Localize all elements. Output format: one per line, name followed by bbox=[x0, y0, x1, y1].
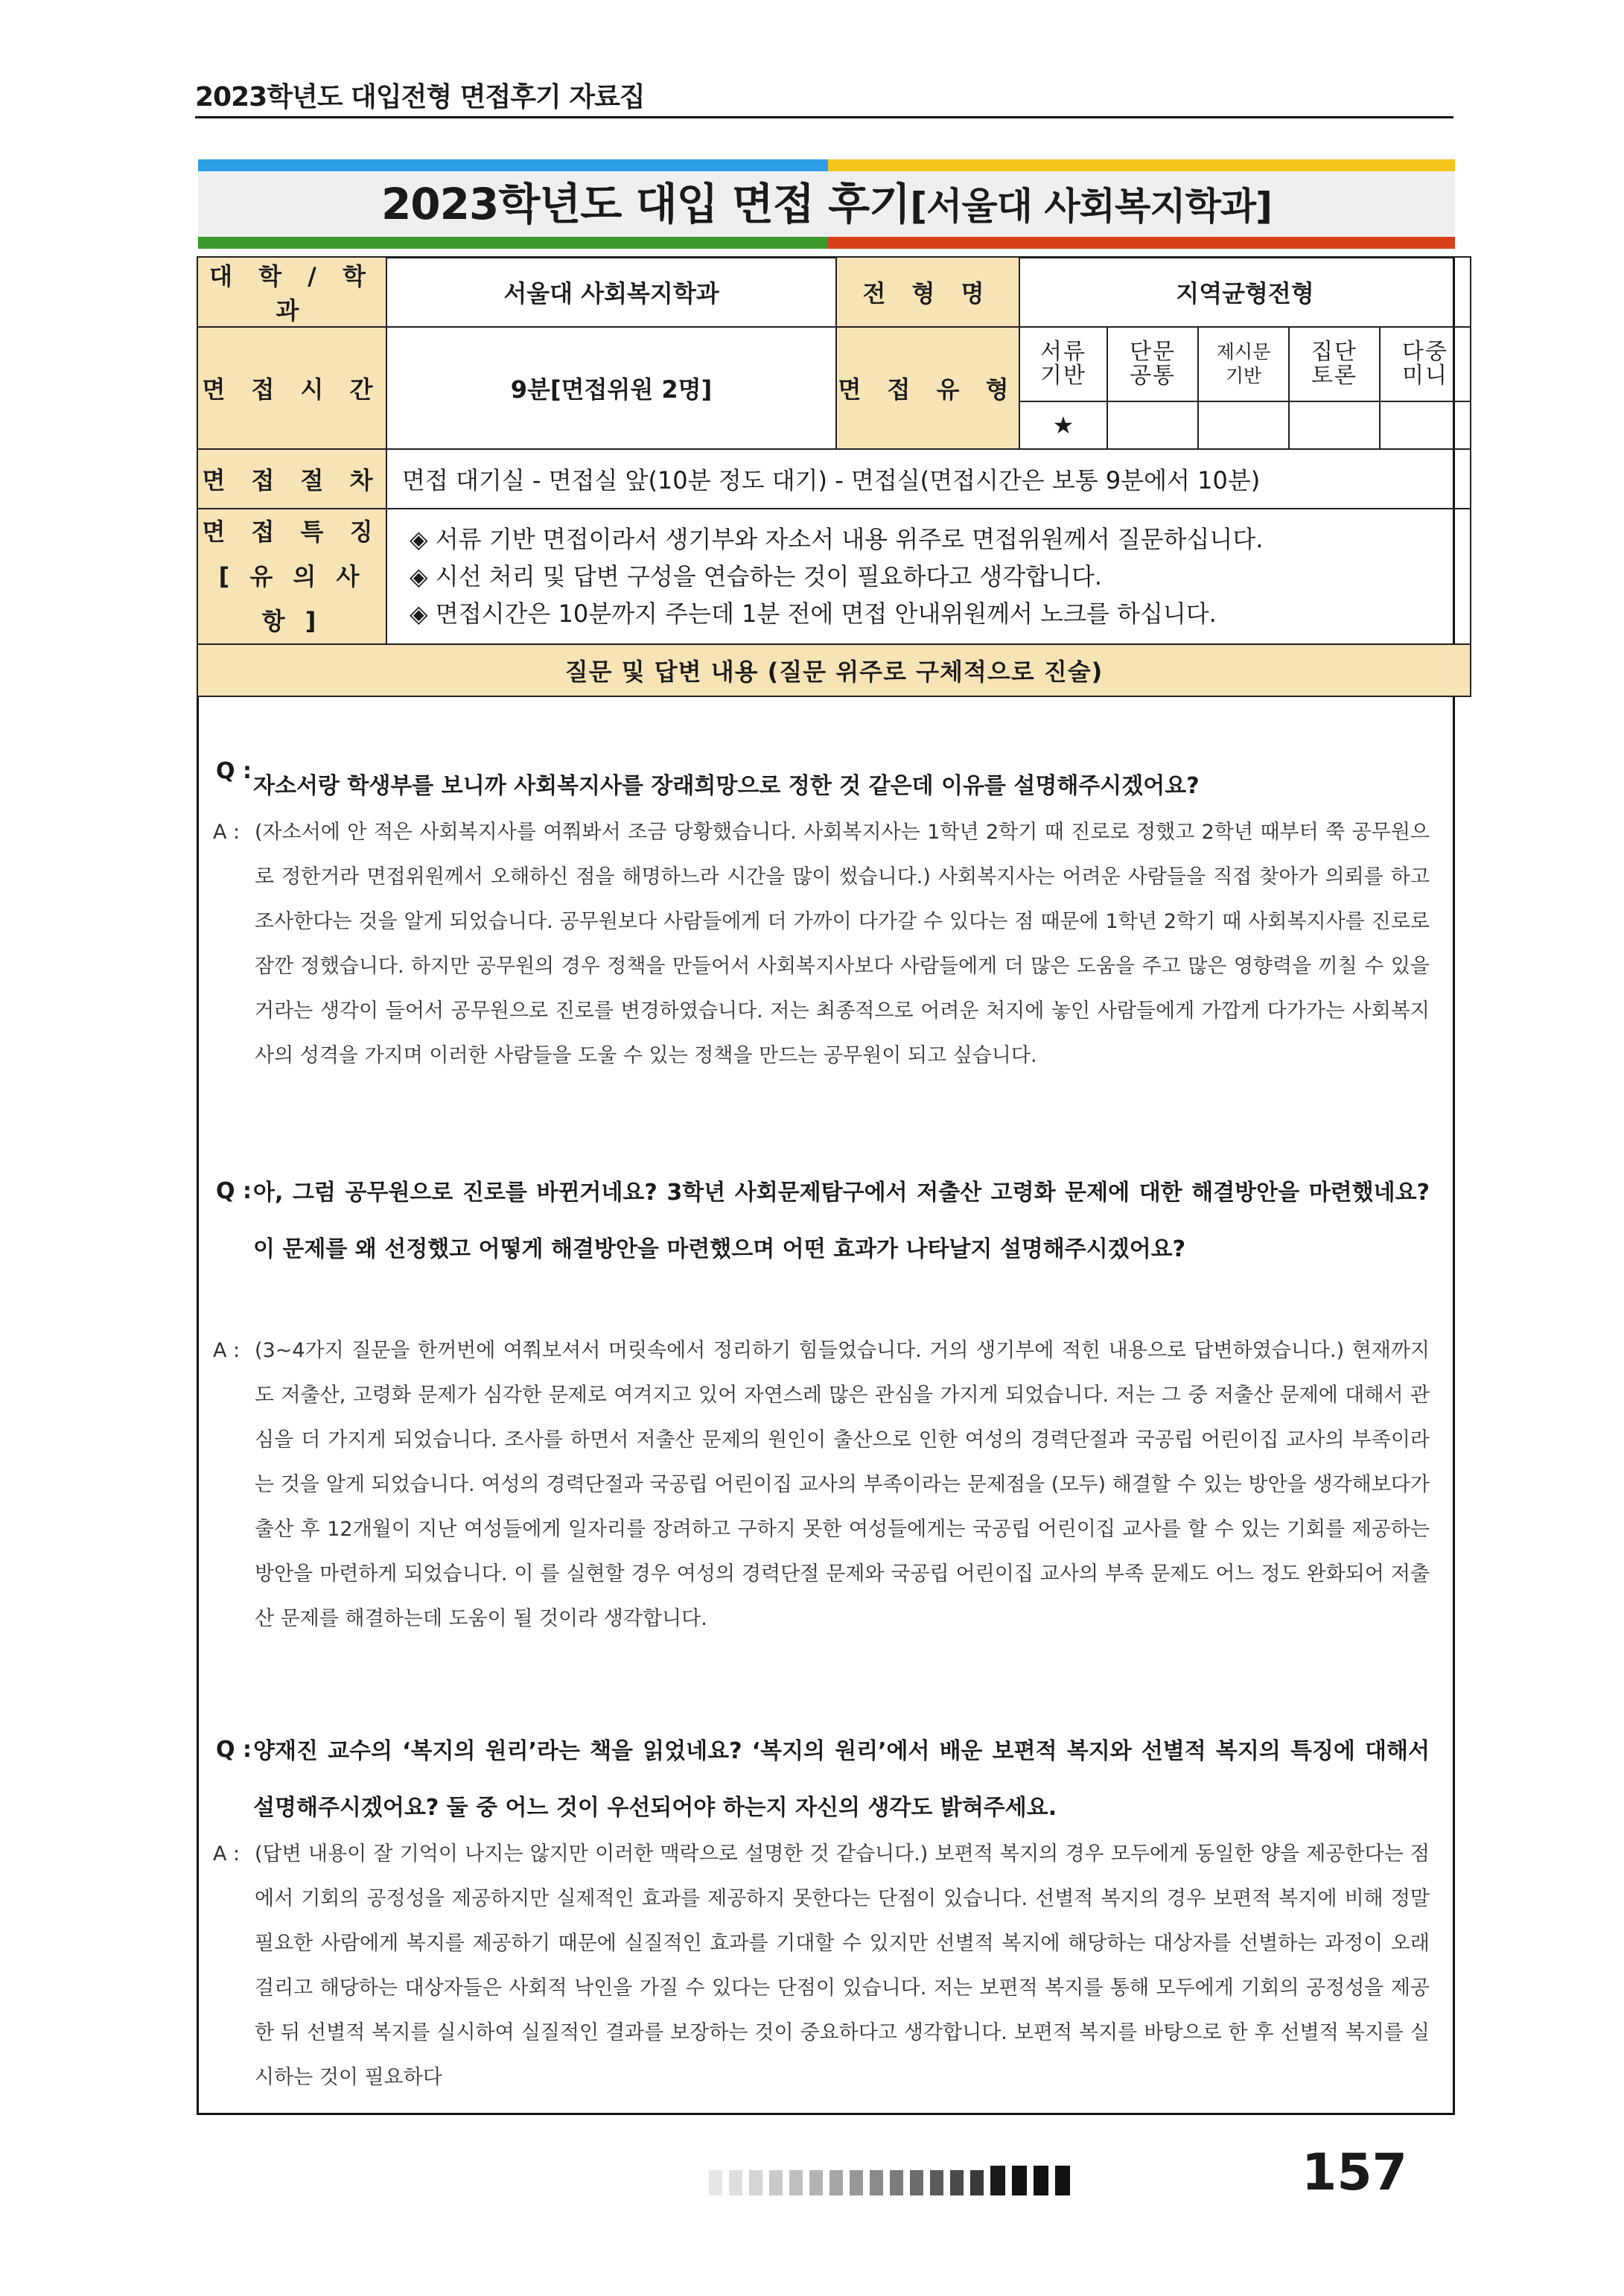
answer-marker: A : bbox=[213, 821, 241, 844]
stripe-top-yellow bbox=[828, 159, 1455, 171]
kind-label: 면 접 유 형 bbox=[836, 327, 1019, 449]
page-title-main: 2023학년도 대입 면접 후기 bbox=[380, 179, 911, 229]
univ-value: 서울대 사회복지학과 bbox=[386, 257, 836, 327]
question-text: 양재진 교수의 ‘복지의 원리’라는 책을 읽었네요? ‘복지의 원리’에서 배운 보편적 복지와 선별적 복지의 특징에 대해서 설명해주시겠어요? 둘 중 어느 것이 우선되어야 하는지 자신의 생각도 밝혀주세요. bbox=[253, 1738, 1430, 1821]
kind-group: 집단 토론 bbox=[1289, 327, 1380, 401]
stripe-top-blue bbox=[198, 159, 828, 171]
feature-item: ◈ 서류 기반 면접이라서 생기부와 자소서 내용 위주로 면접위원께서 질문하십니다. bbox=[410, 525, 1264, 553]
univ-label: 대 학 / 학 과 bbox=[197, 257, 386, 327]
feature-item: ◈ 시선 처리 및 답변 구성을 연습하는 것이 필요하다고 생각합니다. bbox=[410, 562, 1103, 591]
type-value: 지역균형전형 bbox=[1019, 257, 1471, 327]
feature-item: ◈ 면접시간은 10분까지 주는데 1분 전에 면접 안내위원께서 노크를 하십니다. bbox=[410, 600, 1217, 628]
page-title bbox=[198, 171, 1455, 237]
kind-passage: 제시문 기반 bbox=[1198, 327, 1289, 401]
kind-group-mark bbox=[1289, 401, 1380, 449]
kind-mini-mark bbox=[1380, 401, 1471, 449]
answer-text: (자소서에 안 적은 사회복지사를 여쭤봐서 조금 당황했습니다. 사회복지사는 1학년 2학기 때 진로로 정했고 2학년 때부터 쭉 공무원으로 정한거라 면접위원께서 오해하신 점을 해명하느라 시간을 많이 썼습니다.) 사회복지사는 어려운 사람들을 직접 찾아가 의뢰를 하고 조사한다는 것을 알게 되었습니다. 공무원보다 사람들에게 더 가까이 다가갈 수 있다는 점 때문에 1학년 2학기 때 사회복지사를 진로로 잠깐 정했습니다. 하지만 공무원의 경우 정책을 만들어서 사회복지사보다 사람들에게 더 많은 도움을 주고 많은 영향력을 끼칠 수 있을 거라는 생각이 들어서 공무원으로 진로를 변경하였습니다. 저는 최종적으로 어려운 처지에 놓인 사람들에게 가깝게 다가가는 사회복지사의 성격을 가지며 이러한 사람들을 도울 수 있는 정책을 만드는 공무원이 되고 싶습니다. bbox=[255, 821, 1430, 1067]
answer-marker: A : bbox=[213, 1339, 241, 1362]
question-text: 아, 그럼 공무원으로 진로를 바뀐거네요? 3학년 사회문제탐구에서 저출산 고령화 문제에 대한 해결방안을 마련했네요? 이 문제를 왜 선정했고 어떻게 해결방안을 마련했으며 어떤 효과가 나타날지 설명해주시겠어요? bbox=[253, 1180, 1430, 1262]
time-value: 9분[면접위원 2명] bbox=[386, 327, 836, 449]
answer-text: (3~4가지 질문을 한꺼번에 여쭤보셔서 머릿속에서 정리하기 힘들었습니다. 거의 생기부에 적힌 내용으로 답변하였습니다.) 현재까지도 저출산, 고령화 문제가 심각한 문제로 여겨지고 있어 자연스레 많은 관심을 가지게 되었습니다. 저는 그 중 저출산 문제에 대해서 관심을 더 가지게 되었습니다. 조사를 하면서 저출산 문제의 원인이 출산으로 인한 여성의 경력단절과 국공립 어린이집 교사의 부족이라는 것을 알게 되었습니다. 여성의 경력단절과 국공립 어린이집 교사의 부족이라는 문제점을 (모두) 해결할 수 있는 방안을 생각해보다가 출산 후 12개월이 지난 여성들에게 일자리를 장려하고 구하지 못한 여성들에게는 국공립 어린이집 교사를 할 수 있는 기회를 제공하는 방안을 마련하게 되었습니다. 이 를 실현할 경우 여성의 경력단절 문제와 국공립 어린이집 교사의 부족 문제도 어느 정도 완화되어 저출산 문제를 해결하는데 도움이 될 것이라 생각합니다. bbox=[255, 1339, 1430, 1630]
procedure-value: 면접 대기실 - 면접실 앞(10분 정도 대기) - 면접실(면접시간은 보통 9분에서 10분) bbox=[386, 449, 1471, 509]
features-label: 면 접 특 징 [ 유 의 사 항 ] bbox=[197, 509, 386, 644]
kind-short: 단문 공통 bbox=[1107, 327, 1198, 401]
procedure-label: 면 접 절 차 bbox=[197, 449, 386, 509]
question-text: 자소서랑 학생부를 보니까 사회복지사를 장래희망으로 정한 것 같은데 이유를 설명해주시겠어요? bbox=[253, 773, 1200, 799]
running-header bbox=[195, 71, 1453, 118]
type-label: 전 형 명 bbox=[836, 257, 1019, 327]
stripe-bottom-red bbox=[828, 237, 1455, 249]
kind-document: 서류 기반 bbox=[1019, 327, 1107, 401]
page-number: 157 bbox=[1302, 2143, 1407, 2202]
qa-heading: 질문 및 답변 내용 (질문 위주로 구체적으로 진술) bbox=[197, 644, 1471, 696]
question-marker: Q : bbox=[216, 758, 252, 784]
page-title-sub: [서울대 사회복지학과] bbox=[910, 185, 1273, 228]
info-table bbox=[197, 256, 1471, 697]
answer-text: (답변 내용이 잘 기억이 나지는 않지만 이러한 맥락으로 설명한 것 같습니다.) 보편적 복지의 경우 모두에게 동일한 양을 제공한다는 점에서 기회의 공정성을 제공하지만 실제적인 효과를 제공하지 못한다는 단점이 있습니다. 선별적 복지의 경우 보편적 복지에 비해 정말 필요한 사람에게 복지를 제공하기 때문에 실질적인 효과를 기대할 수 있지만 선별적 복지에 해당하는 대상자를 선별하는 과정이 오래 걸리고 해당하는 대상자들은 사회적 낙인을 가질 수 있다는 단점이 있습니다. 저는 보편적 복지를 통해 모두에게 기회의 공정성을 제공한 뒤 선별적 복지를 실시하여 실질적인 결과를 보장하는 것이 중요하다고 생각합니다. 보편적 복지를 바탕으로 한 후 선별적 복지를 실시하는 것이 필요하다 bbox=[255, 1842, 1430, 2089]
running-header-title: 2023학년도 대입전형 면접후기 자료집 bbox=[195, 76, 658, 114]
kind-mini: 다중 미니 bbox=[1380, 327, 1471, 401]
kind-document-mark: ★ bbox=[1019, 401, 1107, 449]
answer-marker: A : bbox=[213, 1842, 241, 1866]
features-list bbox=[386, 509, 1471, 644]
stripe-bottom-green bbox=[198, 237, 828, 249]
question-marker: Q : bbox=[216, 1737, 252, 1763]
kind-passage-mark bbox=[1198, 401, 1289, 449]
question-marker: Q : bbox=[216, 1178, 252, 1204]
time-label: 면 접 시 간 bbox=[197, 327, 386, 449]
kind-short-mark bbox=[1107, 401, 1198, 449]
footer-gradient-bars bbox=[709, 2166, 1077, 2195]
